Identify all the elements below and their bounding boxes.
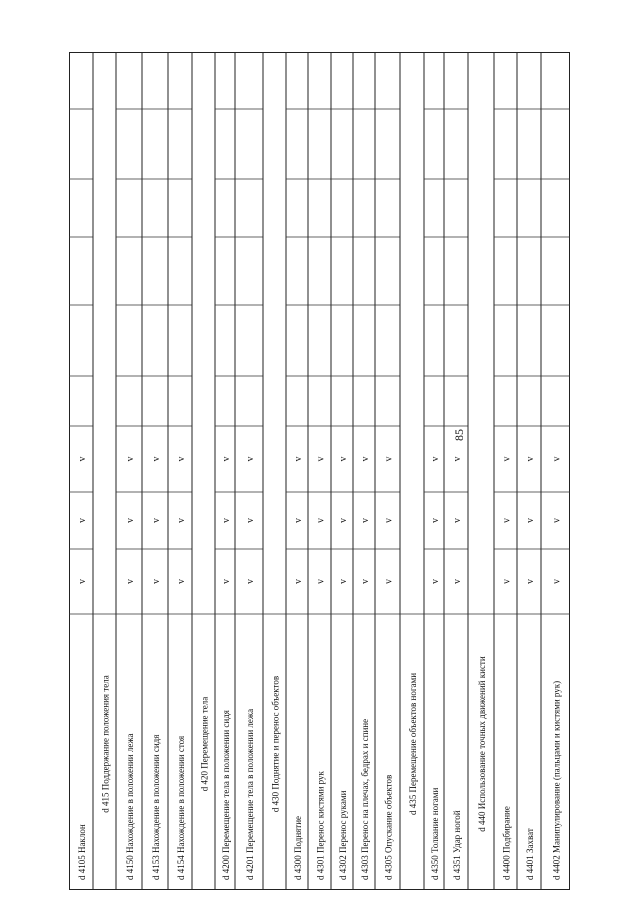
check-mark: v (551, 579, 563, 584)
check-mark: v (383, 456, 395, 462)
check-mark: v (525, 518, 536, 523)
row-label: d 435 Перемещение объектов ногами (408, 672, 418, 816)
check-mark: v (125, 518, 136, 523)
row-label: d 430 Поднятие и перенос объектов (270, 675, 281, 813)
check-mark: v (360, 518, 371, 523)
check-mark: v (452, 518, 463, 523)
check-mark: v (176, 518, 187, 523)
check-mark: v (383, 518, 395, 523)
check-mark: v (452, 579, 463, 584)
table-row (308, 52, 331, 890)
check-mark: v (77, 456, 88, 462)
check-mark: v (338, 518, 349, 523)
check-mark: v (430, 456, 441, 462)
row-label: d 4200 Перемещение тела в положении сидя (221, 710, 231, 880)
section-row (93, 52, 116, 890)
check-mark: v (293, 456, 304, 462)
check-mark: v (245, 579, 256, 584)
check-mark: v (452, 456, 463, 462)
check-mark: v (360, 456, 371, 462)
check-mark: v (245, 456, 256, 462)
check-mark: v (176, 456, 187, 462)
table-row (331, 52, 353, 890)
check-mark: v (501, 579, 513, 584)
check-mark: v (501, 456, 513, 462)
table-row (116, 52, 142, 890)
check-mark: v (315, 518, 327, 523)
row-label: d 4305 Опускание объектов (383, 774, 394, 880)
check-mark: v (430, 579, 441, 584)
check-mark: v (338, 579, 349, 584)
row-label: d 4350 Толкание ногами (430, 787, 440, 880)
table-row (286, 52, 308, 890)
row-label: d 420 Перемещение тела (199, 696, 210, 792)
check-mark: v (77, 579, 88, 584)
check-mark: v (338, 456, 349, 462)
assessment-table (69, 52, 570, 890)
row-label: d 4201 Перемещение тела в положении лежа (245, 708, 255, 880)
check-mark: v (125, 456, 136, 462)
section-row (263, 52, 286, 890)
check-mark: v (293, 518, 304, 523)
table-row (517, 52, 541, 890)
row-label: d 415 Поддержание положения тела (100, 675, 111, 813)
table-row (424, 52, 444, 890)
check-mark: v (176, 579, 187, 584)
check-mark: v (151, 579, 162, 584)
table-row (215, 52, 235, 890)
row-label: d 4150 Нахождение в положении лежа (125, 733, 135, 880)
row-label: d 4401 Захват (525, 828, 535, 880)
table-row (353, 52, 375, 890)
page-number: 85 (452, 429, 466, 441)
row-label: d 4402 Манипулирование (пальцами и кистями рук) (551, 680, 562, 880)
check-mark: v (525, 579, 536, 584)
row-label: d 4153 Нахождение в положении сидя (151, 734, 161, 880)
table-row (69, 109, 93, 880)
check-mark: v (151, 518, 162, 523)
check-mark: v (221, 579, 232, 584)
check-mark: v (315, 456, 327, 462)
row-label: d 440 Использование точных движений кисти (477, 656, 487, 832)
check-mark: v (525, 456, 536, 462)
row-label: d 4105 Наклон (77, 824, 87, 880)
table-row (168, 52, 192, 890)
check-mark: v (551, 518, 563, 523)
check-mark: v (221, 518, 232, 523)
check-mark: v (551, 456, 563, 462)
check-mark: v (293, 579, 304, 584)
section-row (192, 52, 215, 890)
table-row (444, 52, 468, 890)
table-row (375, 52, 400, 890)
check-mark: v (77, 518, 88, 523)
check-mark: v (430, 518, 441, 523)
table-row (541, 52, 570, 890)
row-label: d 4351 Удар ногой (452, 810, 462, 880)
section-row (468, 52, 494, 890)
section-row (400, 52, 424, 890)
check-mark: v (501, 518, 513, 523)
check-mark: v (360, 579, 371, 584)
check-mark: v (125, 579, 136, 584)
row-label: d 4302 Перенос руками (338, 790, 348, 880)
table-row (494, 52, 517, 890)
row-label: d 4300 Поднятие (293, 815, 303, 880)
check-mark: v (245, 518, 256, 523)
check-mark: v (315, 579, 327, 584)
check-mark: v (151, 456, 162, 462)
table-row (142, 52, 168, 890)
check-mark: v (221, 456, 232, 462)
row-label: d 4400 Подбирание (501, 806, 512, 880)
row-label: d 4303 Перенос на плечах, бедрах и спине (360, 718, 370, 880)
table-row (235, 52, 263, 890)
row-label: d 4301 Перенос кистями рук (315, 771, 326, 880)
assessment-table-grid (69, 52, 570, 890)
check-mark: v (383, 579, 395, 584)
row-label: d 4154 Нахождение в положении стоя (176, 735, 186, 880)
